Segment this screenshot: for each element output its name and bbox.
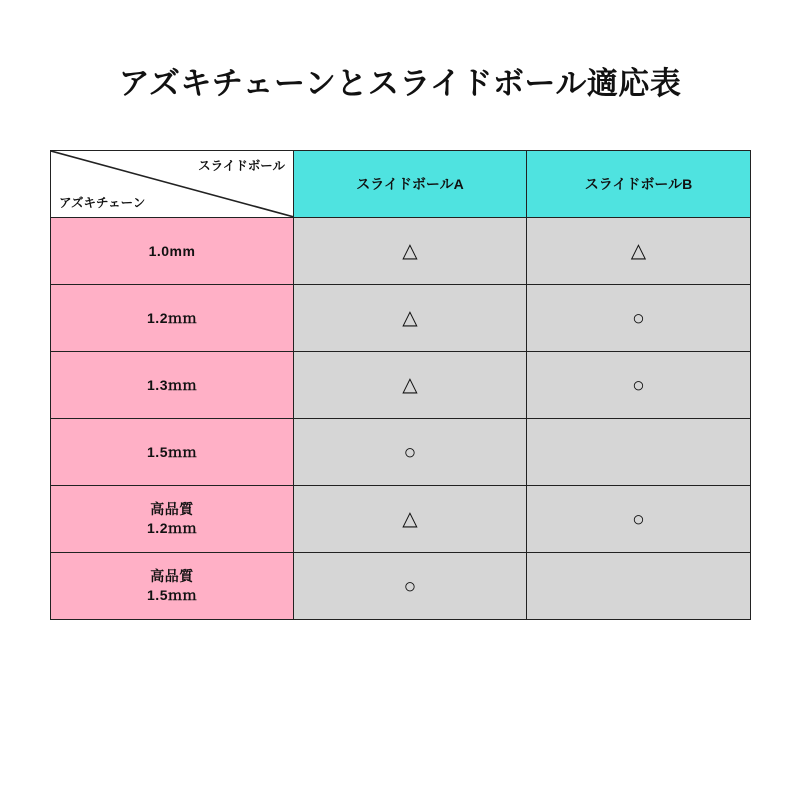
cell-premium-1-5mm-b xyxy=(527,553,751,620)
table-row xyxy=(51,553,751,620)
table-row xyxy=(51,352,751,419)
cell-1-2mm-a xyxy=(294,285,527,352)
cell-premium-1-2mm-b xyxy=(527,486,751,553)
page-title: アズキチェーンとスライドボール適応表 xyxy=(118,66,682,101)
row-header-1-5mm: 1.5ｍｍ xyxy=(51,419,294,486)
row-header-1-3mm: 1.3ｍｍ xyxy=(51,352,294,419)
row-header-line-2: 1.2ｍｍ xyxy=(147,520,197,536)
cell-1-3mm-b xyxy=(527,352,751,419)
mark-triangle: △ xyxy=(402,374,418,396)
row-header-line-1: 高品質 xyxy=(150,501,194,518)
table-corner-cell xyxy=(51,151,294,218)
mark-triangle: △ xyxy=(630,240,647,262)
mark-circle: ○ xyxy=(632,507,645,531)
mark-triangle: △ xyxy=(402,307,418,329)
cell-premium-1-5mm-a xyxy=(294,553,527,620)
mark-circle: ○ xyxy=(403,440,417,464)
mark-circle: ○ xyxy=(632,373,645,397)
table-row xyxy=(51,486,751,553)
mark-circle: ○ xyxy=(403,574,417,598)
cell-1-0mm-a xyxy=(294,218,527,285)
table-header-row xyxy=(51,151,751,218)
column-header-slide-ball-a: スライドボールA xyxy=(294,151,527,218)
mark-triangle: △ xyxy=(402,240,418,262)
cell-1-3mm-a xyxy=(294,352,527,419)
row-header-line-2: 1.5ｍｍ xyxy=(147,587,197,603)
compatibility-table-wrapper xyxy=(50,150,750,620)
cell-1-5mm-b xyxy=(527,419,751,486)
table-row xyxy=(51,419,751,486)
corner-row-axis-label: アズキチェーン xyxy=(59,196,146,210)
row-header-1-0mm: 1.0mm xyxy=(51,218,294,285)
table-row xyxy=(51,285,751,352)
cell-1-2mm-b xyxy=(527,285,751,352)
mark-triangle: △ xyxy=(402,508,418,530)
compatibility-table xyxy=(50,150,751,620)
row-header-premium-1-5mm xyxy=(51,553,294,620)
corner-column-axis-label: スライドボール xyxy=(198,159,285,173)
cell-premium-1-2mm-a xyxy=(294,486,527,553)
row-header-line-1: 高品質 xyxy=(150,568,194,585)
table-row xyxy=(51,218,751,285)
cell-1-0mm-b xyxy=(527,218,751,285)
row-header-premium-1-2mm xyxy=(51,486,294,553)
mark-circle: ○ xyxy=(632,306,645,330)
row-header-1-2mm: 1.2ｍｍ xyxy=(51,285,294,352)
column-header-slide-ball-b: スライドボールB xyxy=(527,151,751,218)
cell-1-5mm-a xyxy=(294,419,527,486)
